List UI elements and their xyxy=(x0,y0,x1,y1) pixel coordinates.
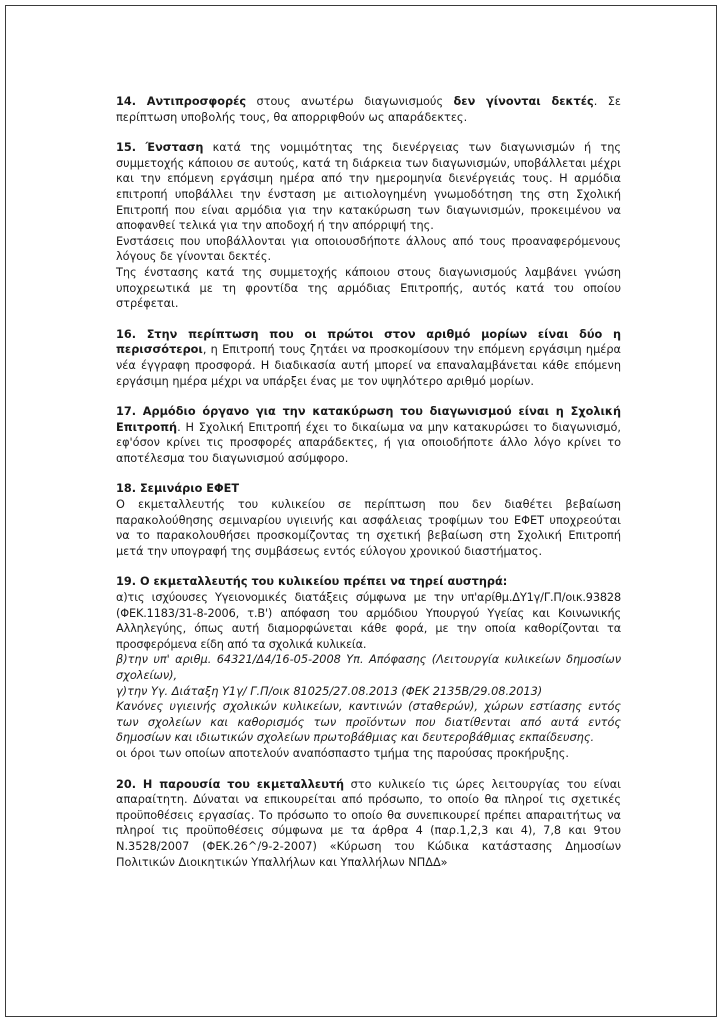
clause-19-rules: Κανόνες υγιεινής σχολικών κυλικείων, καντινών (σταθερών), χώρων εστίασης εντός των σχολείων και καθορισμός των προϊόντων που διατίθενται από αυτά εντός δημοσίων και ιδιωτικών σχολείων πρωτοβάθμιας και δευτεροβάθμιας εκπαίδευσης. xyxy=(116,700,621,745)
document-body xyxy=(116,94,621,885)
clause-19-closing: οι όροι των οποίων αποτελούν αναπόσπαστο τμήμα της παρούσας προκήρυξης. xyxy=(116,746,569,760)
clause-14 xyxy=(116,94,621,125)
clause-19-heading: 19. Ο εκμεταλλευτής του κυλικείου πρέπει να τηρεί αυστηρά: xyxy=(116,575,508,589)
clause-20 xyxy=(116,777,621,871)
clause-15-para-1 xyxy=(116,140,621,234)
clause-15-heading: 15. Ένσταση xyxy=(116,141,204,155)
clause-20-heading: 20. Η παρουσία του εκμεταλλευτή xyxy=(116,777,345,791)
clause-19-item-a: α)τις ισχύουσες Υγειονομικές διατάξεις σύμφωνα με την υπ'αρίθμ.ΔΥ1γ/Γ.Π/οικ.93828 (ΦΕΚ.1183/31-8-2006, τ.Β') απόφαση του αρμόδιου Υπουργού Υγείας και Κοινωνικής Αλληλεγύης, όπως αυτή διαμορφώνεται κάθε φορά, με την οποία καθορίζονται τα προσφερόμενα είδη από τα σχολικά κυλικεία. xyxy=(116,591,621,651)
clause-17-text: . Η Σχολική Επιτροπή έχει το δικαίωμα να μην κατακυρώσει το διαγωνισμό, εφ'όσον κρίνει τις προσφορές απαράδεκτες, ή για οποιοδήποτε άλλο λόγο κρίνει το αποτέλεσμα του διαγωνισμού ασύμφορο. xyxy=(116,420,621,465)
clause-17 xyxy=(116,404,621,466)
clause-16 xyxy=(116,327,621,389)
clause-18 xyxy=(116,481,621,559)
clause-18-text: Ο εκμεταλλευτής του κυλικείου σε περίπτωση που δεν διαθέτει βεβαίωση παρακολούθησης σεμιναρίου υγιεινής και ασφάλειας τροφίμων του ΕΦΕΤ υποχρεούται να το παρακολουθήσει προσκομίζοντας τη σχετική βεβαίωση στη Σχολική Επιτροπή μετά την υπογραφή της συμβάσεως εντός εύλογου χρονικού διαστήματος. xyxy=(116,498,621,558)
clause-17-heading: 17. Αρμόδιο όργανο για την κατακύρωση του διαγωνισμού είναι η Σχολική Επιτροπή xyxy=(116,405,621,434)
clause-19-item-b: β)την υπ' αριθμ. 64321/Δ4/16-05-2008 Υπ. Απόφασης (Λειτουργία κυλικείων δημοσίων σχολείων), xyxy=(116,653,621,682)
page-border xyxy=(5,5,717,1017)
clause-14-text-a: στους ανωτέρω διαγωνισμούς xyxy=(246,95,454,108)
clause-14-text-b: . Σε περίπτωση υποβολής τους, θα απορριφθούν ως απαράδεκτες. xyxy=(116,95,622,124)
clause-15-text: κατά της νομιμότητας της διενέργειας των διαγωνισμών ή της συμμετοχής κάποιου σε αυτούς, κατά τη διάρκεια των διαγωνισμών, υποβάλλεται μέχρι και την επόμενη εργάσιμη ημέρα από την ημερομηνία διενέργειάς τους. Η αρμόδια επιτροπή υποβάλλει την ένσταση με αιτιολογημένη γνωμοδότηση της στη Σχολική Επιτροπή που είναι αρμόδια για την κατακύρωση των διαγωνισμών, προκειμένου να αποφανθεί τελικά για την αποδοχή ή την απόρριψή της. xyxy=(116,141,621,233)
clause-16-text: , η Επιτροπή τους ζητάει να προσκομίσουν την επόμενη εργάσιμη ημέρα νέα έγγραφη προσφορά. Η διαδικασία αυτή μπορεί να επαναλαμβάνεται κάθε επόμενη εργάσιμη ημέρα μέχρι να υπάρξει ένας με τον υψηλότερο αριθμό μορίων. xyxy=(116,343,621,388)
clause-19-item-c: γ)την Υγ. Διάταξη Υ1γ/ Γ.Π/οικ 81025/27.08.2013 (ΦΕΚ 2135Β/29.08.2013) xyxy=(116,684,543,698)
clause-19 xyxy=(116,574,621,761)
clause-20-text: στο κυλικείο τις ώρες λειτουργίας του είναι απαραίτητη. Δύναται να επικουρείται από πρόσωπο, το οποίο θα πληροί τις σχετικές προϋποθέσεις εργασίας. Το πρόσωπο το οποίο θα συνεπικουρεί πρέπει απαραιτήτως να πληροί τις προϋποθέσεις σύμφωνα με τα άρθρα 4 (παρ.1,2,3 και 4), 7,8 και 9του Ν.3528/2007 (ΦΕΚ.26^/9-2-2007) «Κύρωση του Κώδικα κατάστασης Δημοσίων Πολιτικών Διοικητικών Υπαλλήλων και Υπαλλήλων ΝΠΔΔ» xyxy=(116,777,621,869)
clause-15-para-2: Ενστάσεις που υποβάλλονται για οποιουσδήποτε άλλους από τους προαναφερόμενους λόγους δε γίνονται δεκτές. xyxy=(116,234,621,264)
clause-18-heading: 18. Σεμινάριο ΕΦΕΤ xyxy=(116,482,240,496)
clause-15 xyxy=(116,140,621,312)
clause-14-heading: 14. Αντιπροσφορές xyxy=(116,95,247,108)
clause-14-emphasis: δεν γίνονται δεκτές xyxy=(453,95,594,108)
clause-16-heading: 16. Στην περίπτωση που οι πρώτοι στον αριθμό μορίων είναι δύο η περισσότεροι xyxy=(116,327,621,357)
clause-15-para-3: Της ένστασης κατά της συμμετοχής κάποιου στους διαγωνισμούς λαμβάνει γνώση υποχρεωτικά με τη φροντίδα της αρμόδιας Επιτροπής, αυτός κατά του οποίου στρέφεται. xyxy=(116,265,621,311)
